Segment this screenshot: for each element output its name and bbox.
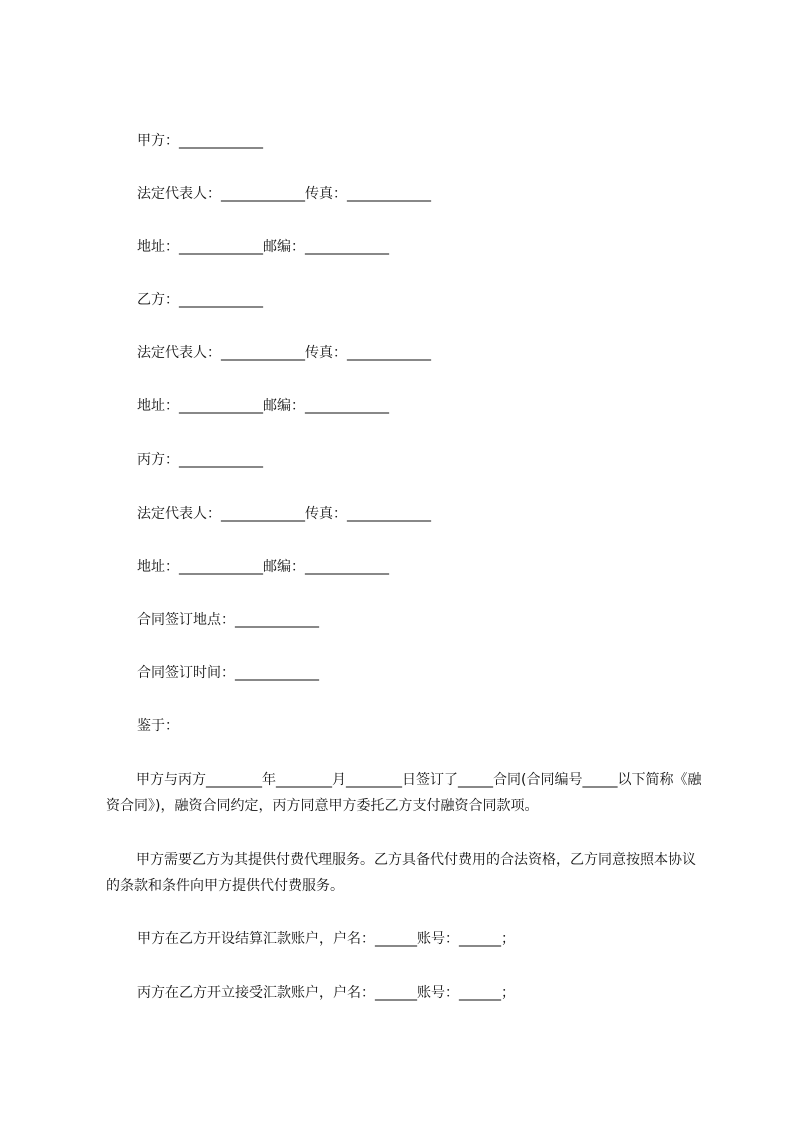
party-b-line: 乙方：____________ xyxy=(137,292,263,308)
paragraph-payment-agency xyxy=(106,847,706,899)
party-c-representative-line: 法定代表人：____________传真：____________ xyxy=(137,506,431,522)
whereas-heading: 鉴于： xyxy=(137,718,179,734)
party-b-address-line: 地址：____________邮编：____________ xyxy=(137,398,389,414)
party-c-line: 丙方：____________ xyxy=(137,452,263,468)
paragraph-financing-contract-text: 甲方与丙方________年________月________日签订了_____合同(合同编号_____以下简称《融资合同》)，融资合同约定，丙方同意甲方委托乙方支付融资合同款项。 xyxy=(106,772,702,814)
paragraph-financing-contract xyxy=(106,767,706,819)
paragraph-payment-agency-text: 甲方需要乙方为其提供付费代理服务。乙方具备代付费用的合法资格，乙方同意按照本协议的条款和条件向甲方提供代付费服务。 xyxy=(106,852,696,894)
paragraph-party-a-account: 甲方在乙方开设结算汇款账户，户名：______账号：______； xyxy=(137,931,515,947)
party-a-address-line: 地址：____________邮编：____________ xyxy=(137,239,389,255)
signing-place-line: 合同签订地点：____________ xyxy=(137,612,319,628)
party-b-representative-line: 法定代表人：____________传真：____________ xyxy=(137,345,431,361)
party-a-line: 甲方：____________ xyxy=(137,133,263,149)
signing-time-line: 合同签订时间：____________ xyxy=(137,665,319,681)
paragraph-party-c-account: 丙方在乙方开立接受汇款账户，户名：______账号：______； xyxy=(137,985,515,1001)
party-c-address-line: 地址：____________邮编：____________ xyxy=(137,559,389,575)
party-a-representative-line: 法定代表人：____________传真：____________ xyxy=(137,186,431,202)
